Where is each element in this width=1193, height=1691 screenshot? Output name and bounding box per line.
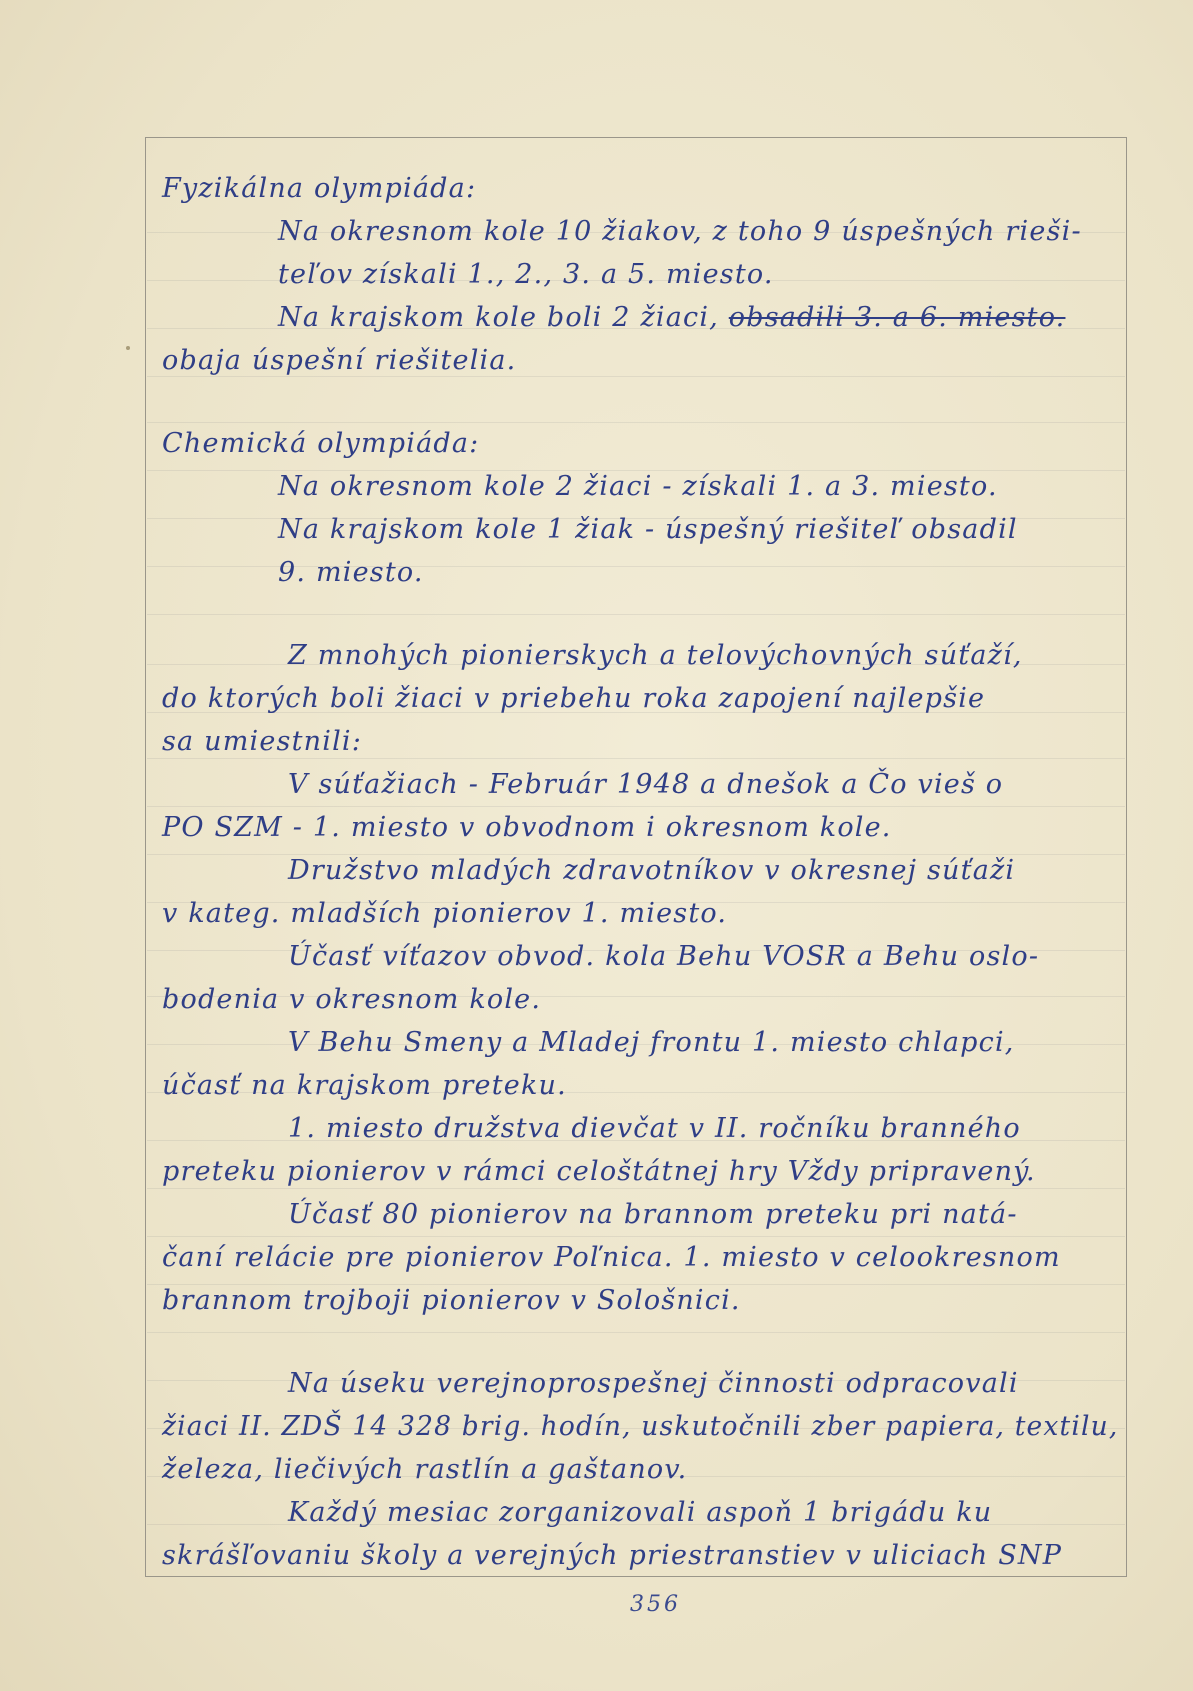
text-line: teľov získali 1., 2., 3. a 5. miesto. bbox=[278, 259, 774, 290]
text-line: sa umiestnili: bbox=[162, 726, 363, 757]
text-line: Na krajskom kole 1 žiak - úspešný riešiteľ obsadil bbox=[278, 514, 1018, 545]
heading-physics-olympiad: Fyzikálna olympiáda: bbox=[162, 173, 477, 204]
text-line: železa, liečivých rastlín a gaštanov. bbox=[162, 1454, 688, 1485]
heading-chemistry-olympiad: Chemická olympiáda: bbox=[162, 428, 480, 459]
text-line: do ktorých boli žiaci v priebehu roka zapojení najlepšie bbox=[162, 683, 986, 714]
text-line: v kateg. mladších pionierov 1. miesto. bbox=[162, 898, 728, 929]
text-line: Družstvo mladých zdravotníkov v okresnej súťaži bbox=[288, 855, 1016, 886]
text-line: žiaci II. ZDŠ 14 328 brig. hodín, uskutočnili zber papiera, textilu, bbox=[162, 1411, 1119, 1442]
text-line: čaní relácie pre pionierov Poľnica. 1. miesto v celookresnom bbox=[162, 1242, 1061, 1273]
text-line: brannom trojboji pionierov v Sološnici. bbox=[162, 1285, 741, 1316]
text-line: obaja úspešní riešitelia. bbox=[162, 345, 517, 376]
text-line: skrášľovaniu školy a verejných priestranstiev v uliciach SNP bbox=[162, 1540, 1063, 1571]
text-line: 9. miesto. bbox=[278, 557, 424, 588]
struck-out-text: obsadili 3. a 6. miesto. bbox=[728, 302, 1066, 333]
text-line: Z mnohých pionierskych a telovýchovných súťaží, bbox=[288, 640, 1023, 671]
text-line: Každý mesiac zorganizovali aspoň 1 brigádu ku bbox=[288, 1497, 993, 1528]
text-line: Na okresnom kole 10 žiakov, z toho 9 úspešných rieši- bbox=[278, 216, 1082, 247]
text-line: účasť na krajskom preteku. bbox=[162, 1070, 567, 1101]
text-line: preteku pionierov v rámci celoštátnej hry Vždy pripravený. bbox=[162, 1156, 1036, 1187]
text-line bbox=[278, 302, 1065, 333]
page-number: 356 bbox=[630, 1592, 681, 1617]
text-line: V Behu Smeny a Mladej frontu 1. miesto chlapci, bbox=[288, 1027, 1015, 1058]
text-line: PO SZM - 1. miesto v obvodnom i okresnom kole. bbox=[162, 812, 892, 843]
text-segment: Na krajskom kole boli 2 žiaci, bbox=[278, 302, 729, 333]
paper-speck bbox=[126, 346, 130, 350]
text-line: Na okresnom kole 2 žiaci - získali 1. a 3. miesto. bbox=[278, 471, 998, 502]
text-line: Účasť víťazov obvod. kola Behu VOSR a Behu oslo- bbox=[288, 941, 1040, 972]
text-line: Účasť 80 pionierov na brannom preteku pri natá- bbox=[288, 1199, 1018, 1230]
text-line: 1. miesto družstva dievčat v II. ročníku branného bbox=[288, 1113, 1021, 1144]
text-line: V súťažiach - Február 1948 a dnešok a Čo vieš o bbox=[288, 769, 1004, 800]
text-line: Na úseku verejnoprospešnej činnosti odpracovali bbox=[288, 1368, 1019, 1399]
text-line: bodenia v okresnom kole. bbox=[162, 984, 542, 1015]
